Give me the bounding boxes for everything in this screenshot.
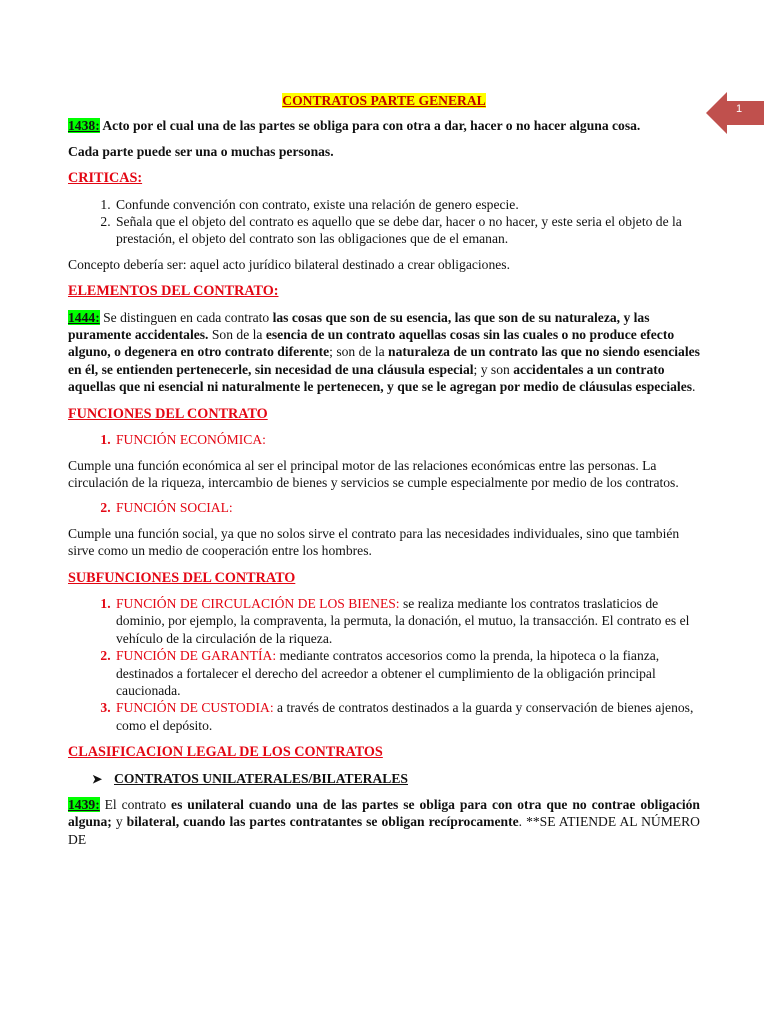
arrow-bullet-icon: ➤: [92, 771, 103, 786]
page-number-tab: [706, 92, 764, 134]
page-arrow-shape: [706, 92, 764, 134]
elementos-heading: ELEMENTOS DEL CONTRATO:: [68, 283, 279, 300]
list-item: 1. Confunde convención con contrato, existe una relación de genero especie.: [114, 196, 700, 213]
funcion-economica-label: 1. FUNCIÓN ECONÓMICA:: [114, 431, 700, 448]
concepto-text: Concepto debería ser: aquel acto jurídico bilateral destinado a crear obligaciones.: [68, 256, 510, 272]
document-page: [68, 92, 700, 856]
page-title: CONTRATOS PARTE GENERAL: [282, 93, 486, 108]
funciones-list-1: [68, 431, 700, 448]
article-1439: 1439: El contrato es unilateral cuando una de las partes se obliga para con otra que no contrae obligación alguna; y bilateral, cuando las partes contratantes se obligan recíprocamente. **SE ATIENDE AL NÚMERO DE: [68, 797, 700, 847]
cada-parte-text: Cada parte puede ser una o muchas personas.: [68, 143, 334, 159]
article-number: 1444:: [68, 309, 100, 325]
criticas-list: [68, 196, 700, 248]
list-item: 2. Señala que el objeto del contrato es aquello que se debe dar, hacer o no hacer, y este seria el objeto de la prestación, el objeto del contrato son las obligaciones que de el emanan.: [114, 213, 700, 248]
list-item: 1. FUNCIÓN DE CIRCULACIÓN DE LOS BIENES: se realiza mediante los contratos traslaticios de dominio, por ejemplo, la compraventa, la permuta, la donación, el mutuo, la transacción. El contrato es el vehículo de la circulación de la riqueza.: [114, 595, 700, 647]
article-number: 1439:: [68, 797, 100, 812]
funcion-economica-text: Cumple una función económica al ser el principal motor de las relaciones económicas entre las personas. La circulación de la riqueza, intercambio de bienes y servicios se cumple especialmente por medio de los contratos.: [68, 457, 679, 490]
list-item: 2. FUNCIÓN DE GARANTÍA: mediante contratos accesorios como la prenda, la hipoteca o la fianza, destinados a fortalecer el derecho del acreedor a obtener el cumplimiento de la obligación principal caucionada.: [114, 647, 700, 699]
list-item: 3. FUNCIÓN DE CUSTODIA: a través de contratos destinados a la guarda y conservación de bienes ajenos, como el depósito.: [114, 699, 700, 734]
funcion-social-label: 2. FUNCIÓN SOCIAL:: [114, 499, 700, 516]
article-1444: 1444: Se distinguen en cada contrato las cosas que son de su esencia, las que son de su naturaleza, y las puramente accidentales. Son de la esencia de un contrato aquellas cosas sin las cuales o no produce efecto alguno, o degenera en otro contrato diferente; son de la naturaleza de un contrato las que no siendo esenciales en él, se entienden pertenecerle, sin necesidad de una cláusula especial; y son accidentales a un contrato aquellas que ni esencial ni naturalmente le pertenecen, y que se le agregan por medio de cláusulas especiales.: [68, 309, 700, 395]
criticas-heading: CRITICAS:: [68, 170, 143, 187]
funciones-heading: FUNCIONES DEL CONTRATO: [68, 405, 268, 422]
article-number: 1438:: [68, 118, 100, 134]
funcion-social-text: Cumple una función social, ya que no solos sirve el contrato para las necesidades individuales, sino que también sirve como un medio de cooperación entre los hombres.: [68, 525, 680, 559]
clasificacion-heading: CLASIFICACION LEGAL DE LOS CONTRATOS: [68, 744, 383, 761]
subfunciones-heading: SUBFUNCIONES DEL CONTRATO: [68, 569, 296, 586]
article-1438: 1438: Acto por el cual una de las partes se obliga para con otra a dar, hacer o no hacer alguna cosa.: [68, 118, 641, 134]
page-number: 1: [736, 103, 743, 115]
funciones-list-2: [68, 499, 700, 516]
unilaterales-subheading: ➤ CONTRATOS UNILATERALES/BILATERALES: [92, 770, 700, 788]
subfunciones-list: [68, 595, 700, 734]
